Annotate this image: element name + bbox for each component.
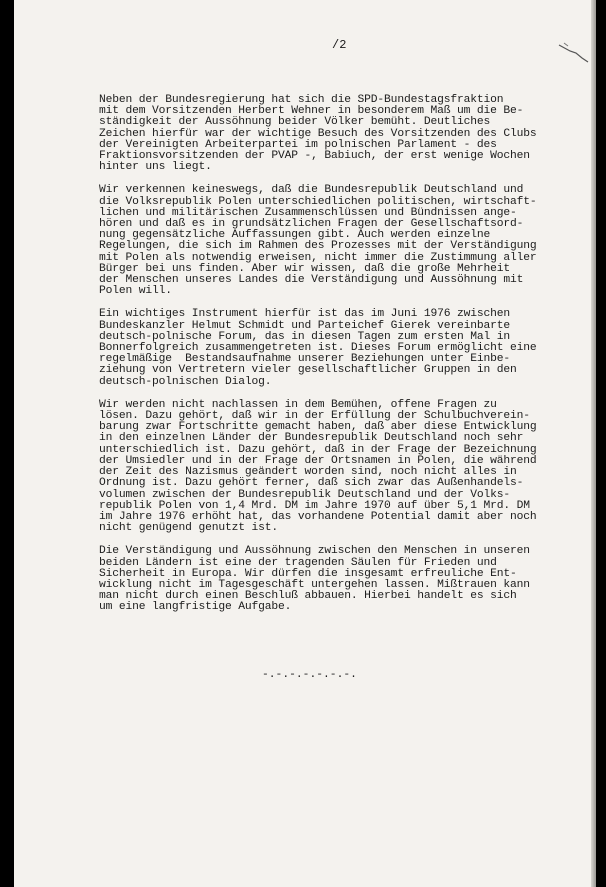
text-line: Bonnerfolgreich zusammengetreten ist. Dieses Forum ermöglicht eine bbox=[99, 342, 537, 355]
text-line: deutsch-polnische Forum, das in diesen Tagen zum ersten Mal in bbox=[99, 330, 511, 343]
text-line: Neben der Bundesregierung hat sich die SPD-Bundestagsfraktion bbox=[99, 94, 504, 106]
text-line: nicht genügend genutzt ist. bbox=[99, 522, 278, 535]
paragraph-3 bbox=[99, 309, 596, 387]
paragraph-2 bbox=[99, 185, 596, 297]
text-line: nung gegensätzliche Auffassungen gibt. Auch werden einzelne bbox=[99, 229, 491, 242]
text-line: ziehung von Vertretern vieler gesellschaftlicher Gruppen in den bbox=[99, 364, 517, 377]
text-line: barung zwar Fortschritte gemacht haben, daß aber diese Entwicklung bbox=[99, 421, 537, 434]
text-line: deutsch-polnischen Dialog. bbox=[99, 375, 272, 388]
text-line: mit Polen als notwendig erweisen, nicht immer die Zustimmung aller bbox=[99, 251, 537, 264]
text-line: hören und daß es in grundsätzlichen Fragen der Gesellschaftsord- bbox=[99, 218, 524, 231]
text-line: volumen zwischen der Bundesrepublik Deutschland und der Volks- bbox=[99, 488, 511, 501]
paragraph-5 bbox=[99, 546, 596, 613]
text-line: die Volksrepublik Polen unterschiedlichen politischen, wirtschaft- bbox=[99, 195, 537, 208]
text-line: Sicherheit in Europa. Wir dürfen die insgesamt erfreuliche Ent- bbox=[99, 567, 517, 580]
text-line: mit dem Vorsitzenden Herbert Wehner in besonderem Maß um die Be- bbox=[99, 105, 524, 118]
paragraph-1 bbox=[99, 95, 596, 173]
text-line: hinter uns liegt. bbox=[99, 161, 212, 174]
document-page bbox=[14, 0, 596, 887]
text-line: der Vereinigten Arbeiterpartei im polnischen Parlament - des bbox=[99, 138, 497, 151]
page-number: /2 bbox=[332, 38, 347, 52]
text-line: in den einzelnen Länder der Bundesrepublik Deutschland noch sehr bbox=[99, 432, 524, 445]
text-line: lösen. Dazu gehört, daß wir in der Erfüllung der Schulbuchverein- bbox=[99, 410, 530, 423]
text-line: im Jahre 1976 erhöht hat, das vorhandene Potential damit aber noch bbox=[99, 510, 537, 523]
text-line: der Zeit des Nazismus geändert worden sind, noch nicht alles in bbox=[99, 466, 517, 479]
text-line: man nicht durch einen Beschluß abbauen. Hierbei handelt es sich bbox=[99, 590, 517, 603]
text-line: Zeichen hierfür war der wichtige Besuch des Vorsitzenden des Clubs bbox=[99, 127, 537, 140]
text-line: Wir werden nicht nachlassen in dem Bemühen, offene Fragen zu bbox=[99, 398, 497, 411]
text-line: Bundeskanzler Helmut Schmidt und Parteichef Gierek vereinbarte bbox=[99, 319, 511, 332]
letter-body bbox=[99, 95, 596, 626]
text-line: wicklung nicht im Tagesgeschäft untergehen lassen. Mißtrauen kann bbox=[99, 578, 530, 591]
closing-mark: -.-.-.-.-.-.-. bbox=[262, 669, 357, 681]
text-line: um eine langfristige Aufgabe. bbox=[99, 601, 292, 614]
text-line: Bürger bei uns finden. Aber wir wissen, daß die große Mehrheit bbox=[99, 262, 511, 275]
text-line: Regelungen, die sich im Rahmen des Prozesses mit der Verständigung bbox=[99, 240, 537, 253]
text-line: Die Verständigung und Aussöhnung zwischen den Menschen in unseren bbox=[99, 545, 530, 558]
text-line: der Umsiedler und in der Frage der Ortsnamen in Polen, die während bbox=[99, 454, 537, 467]
text-line: Ordnung ist. Dazu gehört ferner, daß sich zwar das Außenhandels- bbox=[99, 477, 524, 490]
paragraph-4 bbox=[99, 400, 596, 534]
text-line: republik Polen von 1,4 Mrd. DM im Jahre 1970 auf über 5,1 Mrd. DM bbox=[99, 499, 530, 512]
text-line: Polen will. bbox=[99, 285, 172, 298]
text-line: lichen und militärischen Zusammenschlüssen und Bündnissen ange- bbox=[99, 206, 517, 219]
text-line: ständigkeit der Aussöhnung beider Völker bemüht. Deutliches bbox=[99, 116, 491, 129]
text-line: Fraktionsvorsitzenden der PVAP -, Babiuch, der erst wenige Wochen bbox=[99, 150, 530, 163]
text-line: unterschiedlich ist. Dazu gehört, daß in der Frage der Bezeichnung bbox=[99, 443, 537, 456]
text-line: Wir verkennen keineswegs, daß die Bundesrepublik Deutschland und bbox=[99, 184, 524, 197]
text-line: der Menschen unseres Landes die Verständigung und Aussöhnung mit bbox=[99, 274, 524, 287]
text-line: regelmäßige Bestandsaufnahme unserer Beziehungen unter Einbe- bbox=[99, 353, 511, 366]
text-line: Ein wichtiges Instrument hierfür ist das im Juni 1976 zwischen bbox=[99, 308, 511, 321]
pencil-mark-icon bbox=[556, 40, 596, 70]
text-line: beiden Ländern ist eine der tragenden Säulen für Frieden und bbox=[99, 556, 497, 569]
